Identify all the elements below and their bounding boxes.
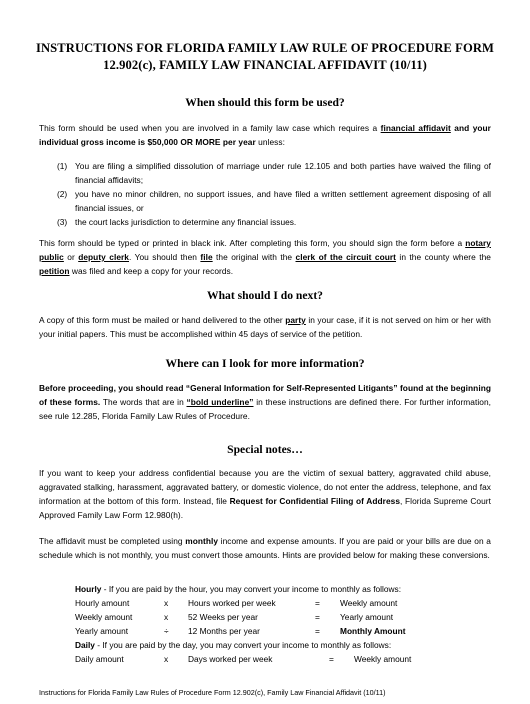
- text: or: [63, 252, 79, 262]
- term-party: party: [285, 315, 306, 325]
- paragraph-when-intro: [39, 121, 491, 149]
- term-petition: petition: [39, 266, 70, 276]
- text-request-confidential-filing: Request for Confidential Filing of Address: [229, 496, 401, 506]
- list-item: [39, 187, 491, 215]
- conversion-input: Daily amount: [75, 654, 124, 664]
- conversion-row: [75, 596, 495, 610]
- term-bold-underline: “bold underline”: [186, 397, 254, 407]
- conversion-factor: Hours worked per week: [188, 598, 276, 608]
- text: . You should then: [129, 252, 201, 262]
- conversion-factor: Days worked per week: [188, 654, 273, 664]
- list-item-number: (1): [57, 161, 68, 171]
- list-item: [39, 215, 491, 229]
- heading-when: When should this form be used?: [185, 96, 345, 109]
- paragraph-next: [39, 313, 491, 341]
- list-item-text: You are filing a simplified dissolution of marriage under rule 12.105 and both parties have waived the filing of financial affidavits;: [75, 161, 491, 185]
- conversion-result: Weekly amount: [340, 598, 398, 608]
- document-title: [30, 40, 500, 74]
- conversion-operator: x: [164, 612, 169, 622]
- list-item: [39, 159, 491, 187]
- conversion-input: Weekly amount: [75, 612, 133, 622]
- text: This form should be used when you are involved in a family law case which requires a: [39, 123, 381, 133]
- conversion-input: Hourly amount: [75, 598, 130, 608]
- conversion-equals: =: [315, 612, 320, 622]
- list-item-text: you have no minor children, no support issues, and have filed a written settlement agreement disposing of all financial issues, or: [75, 189, 491, 213]
- text: income and expense amounts. If you are paid or your bills are due on a schedule which is not monthly, you must convert those amounts. Hints are provided below for making these conversions.: [39, 536, 491, 560]
- daily-intro-text: [75, 640, 391, 650]
- term-financial-affidavit: financial affidavit: [380, 123, 451, 133]
- hourly-intro: [75, 582, 495, 596]
- conversion-result: Yearly amount: [340, 612, 394, 622]
- conversion-row: [75, 624, 495, 638]
- text: The words that are in: [100, 397, 187, 407]
- conversion-input: Yearly amount: [75, 626, 129, 636]
- text: The affidavit must be completed using: [39, 536, 186, 546]
- text: was filed and keep a copy for your records.: [69, 266, 234, 276]
- heading-next: What should I do next?: [207, 289, 323, 302]
- hourly-label: Hourly: [75, 584, 102, 594]
- text: unless:: [255, 137, 285, 147]
- title-line-1: INSTRUCTIONS FOR FLORIDA FAMILY LAW RULE OF PROCEDURE FORM: [35, 41, 495, 55]
- text-income-threshold: and your individual gross income is $50,000 OR MORE per year: [39, 123, 491, 147]
- conversion-equals: =: [315, 598, 320, 608]
- conversion-factor: 52 Weeks per year: [188, 612, 258, 622]
- paragraph-confidential-address: [39, 466, 491, 522]
- page-footer: Instructions for Florida Family Law Rules of Procedure Form 12.902(c), Family Law Financial Affidavit (10/11): [39, 688, 386, 697]
- text-monthly: monthly: [185, 536, 219, 546]
- term-notary-public: notary public: [39, 238, 491, 262]
- term-clerk-of-circuit-court: clerk of the circuit court: [295, 252, 397, 262]
- conversion-result-monthly: Monthly Amount: [340, 626, 406, 636]
- conversion-equals: =: [329, 654, 334, 664]
- paragraph-monthly-amounts: [39, 534, 491, 562]
- daily-intro: [75, 638, 495, 652]
- conversion-operator: x: [164, 598, 169, 608]
- text: , Florida Supreme Court Approved Family Law Form 12.980(h).: [39, 496, 492, 520]
- conditions-list: [39, 159, 491, 229]
- term-file: file: [200, 252, 213, 262]
- text: in these instructions are defined there. For further information, see rule 12.285, Florida Family Law Rules of Procedure.: [39, 397, 492, 421]
- conversion-operator: x: [164, 654, 169, 664]
- text: This form should be typed or printed in black ink. After completing this form, you should sign the form before a: [39, 238, 466, 248]
- paragraph-filing: [39, 236, 491, 278]
- text: If you want to keep your address confidential because you are the victim of sexual battery, aggravated child abuse, aggravated stalking, harassment, aggravated battery, or domestic violence, do not enter the address, telephone, and fax information at the bottom of this form. Instead, file: [39, 468, 491, 506]
- paragraph-more-info: [39, 381, 491, 423]
- text: A copy of this form must be mailed or hand delivered to the other: [39, 315, 286, 325]
- text: - If you are paid by the hour, you may convert your income to monthly as follows:: [101, 584, 402, 594]
- daily-label: Daily: [75, 640, 95, 650]
- hourly-intro-text: [75, 584, 401, 594]
- title-line-2: 12.902(c), FAMILY LAW FINANCIAL AFFIDAVIT (10/11): [103, 58, 427, 72]
- conversion-row: [75, 610, 495, 624]
- conversion-equals: =: [315, 626, 320, 636]
- conversion-result: Weekly amount: [354, 654, 412, 664]
- text: the original with the: [212, 252, 296, 262]
- conversion-hints: [75, 582, 495, 666]
- text-read-general-info: Before proceeding, you should read “General Information for Self-Represented Litigants” found at the beginning of these forms.: [39, 383, 491, 407]
- conversion-row: [75, 652, 495, 666]
- heading-special-notes: Special notes…: [227, 443, 303, 456]
- list-item-number: (3): [57, 217, 68, 227]
- conversion-operator: ÷: [164, 626, 169, 636]
- text: - If you are paid by the day, you may convert your income to monthly as follows:: [94, 640, 392, 650]
- heading-more-info: Where can I look for more information?: [165, 357, 365, 370]
- list-item-text: the court lacks jurisdiction to determine any financial issues.: [75, 217, 297, 227]
- term-deputy-clerk: deputy clerk: [78, 252, 129, 262]
- list-item-number: (2): [57, 189, 68, 199]
- text: in the county where the: [396, 252, 491, 262]
- conversion-factor: 12 Months per year: [188, 626, 260, 636]
- text: in your case, if it is not served on him or her with your initial papers. This must be accomplished within 45 days of service of the petition.: [39, 315, 491, 339]
